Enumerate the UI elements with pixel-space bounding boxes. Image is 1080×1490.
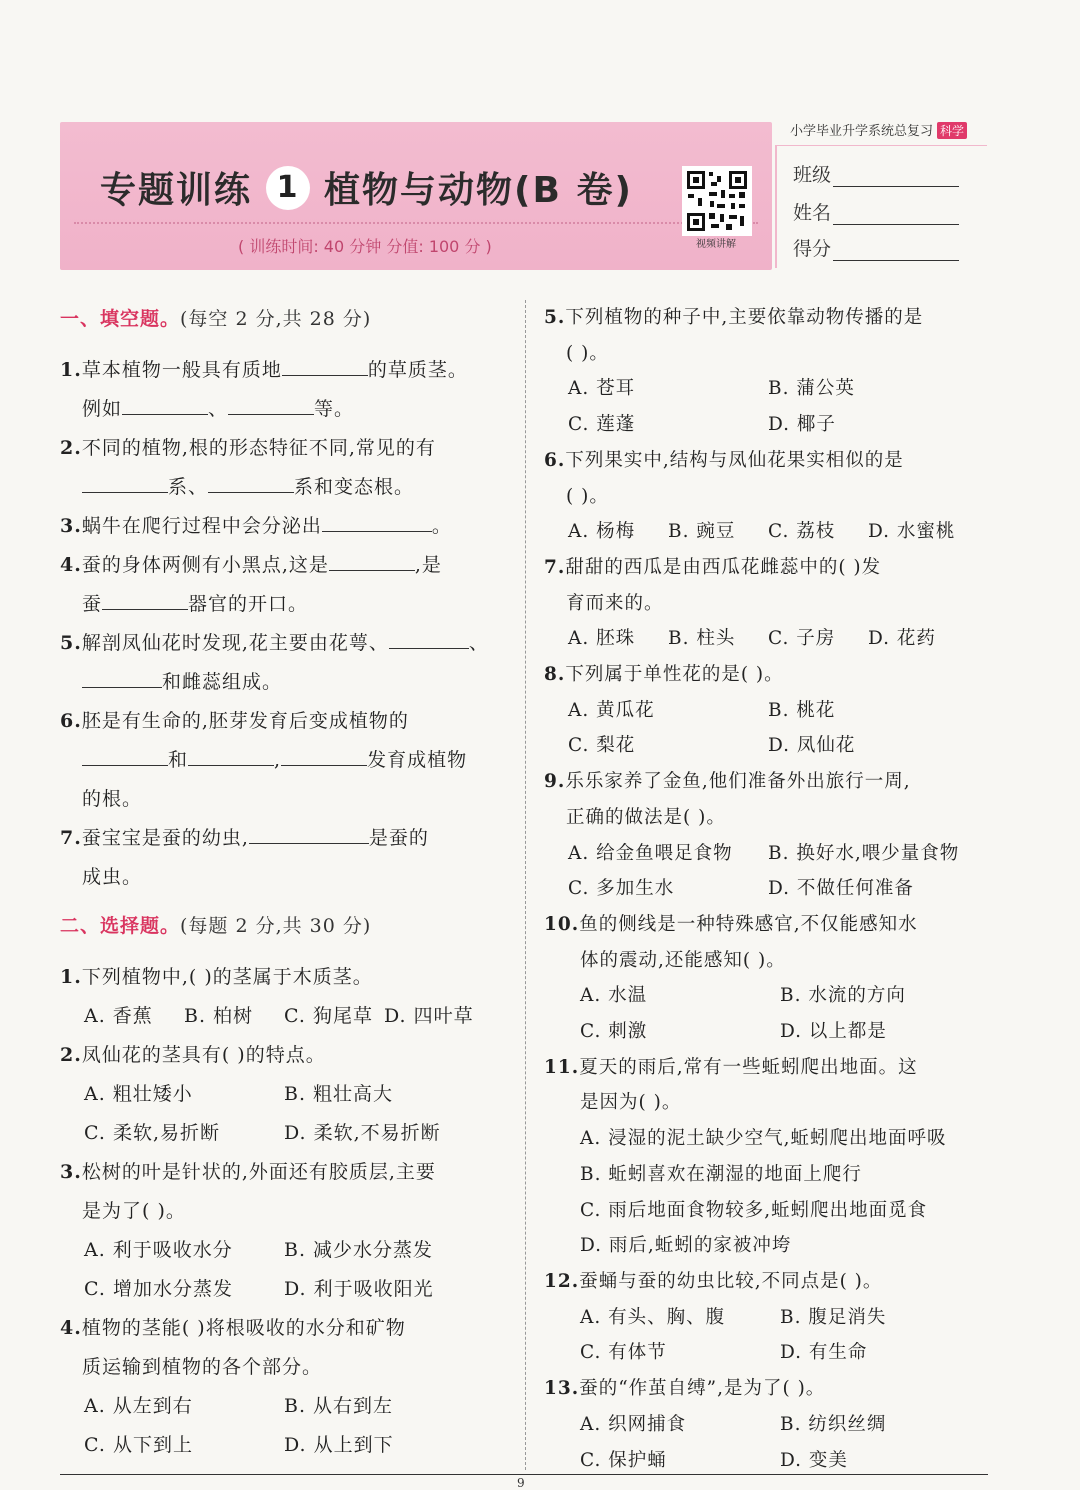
option-c[interactable]: C. 柔软,易折断 [84, 1122, 220, 1144]
fill-question-7 [60, 819, 510, 897]
option-a[interactable]: A. 织网捕食 [580, 1413, 687, 1435]
title-number: 1 [266, 166, 310, 210]
option-b[interactable]: B. 减少水分蒸发 [284, 1239, 434, 1261]
section-heading-fill [60, 300, 510, 339]
fill-question-3 [60, 507, 510, 546]
choice-question-13 [544, 1371, 990, 1478]
q-number: 3. [60, 515, 82, 537]
q-text: 不同的植物,根的形态特征不同,常见的有 [81, 437, 436, 459]
time-score-note: ( 训练时间: 40 分钟 分值: 100 分 ) [238, 237, 492, 256]
section-title: 二、选择题。 [60, 915, 181, 937]
class-field[interactable] [793, 160, 959, 187]
option-a[interactable]: A. 香蕉 [84, 1005, 153, 1027]
q-text: 正确的做法是( )。 [566, 806, 726, 828]
q-text: 解剖凤仙花时发现,花主要由花萼、 [81, 632, 389, 654]
answer-blank[interactable] [249, 819, 369, 844]
subject-tag: 科学 [937, 122, 967, 139]
option-d[interactable]: D. 有生命 [780, 1342, 868, 1364]
q-text: 、 [208, 398, 229, 420]
answer-blank[interactable] [188, 741, 274, 766]
score-field[interactable] [793, 234, 959, 261]
answer-blank[interactable] [389, 624, 469, 649]
fill-question-5 [60, 624, 510, 702]
option-d[interactable]: D. 花药 [868, 628, 936, 650]
option-a[interactable]: A. 利于吸收水分 [84, 1239, 233, 1261]
choice-question-4 [60, 1309, 510, 1465]
option-d[interactable]: D. 凤仙花 [768, 735, 856, 757]
answer-blank[interactable] [208, 468, 294, 493]
q-text: 下列植物中,( )的茎属于木质茎。 [81, 966, 373, 988]
title-main: 植物与动物(B 卷) [324, 170, 633, 211]
answer-blank[interactable] [329, 546, 415, 571]
option-a[interactable]: A. 水温 [580, 985, 648, 1007]
q-text: 系和变态根。 [294, 476, 415, 498]
q-text: 乐乐家养了金鱼,他们准备外出旅行一周, [565, 771, 911, 793]
section-note: (每题 2 分,共 30 分) [180, 915, 372, 937]
option-b[interactable]: B. 水流的方向 [780, 985, 906, 1007]
answer-blank[interactable] [82, 663, 162, 688]
series-name: 小学毕业升学系统总复习 [790, 124, 934, 139]
option-a[interactable]: A. 杨梅 [568, 521, 636, 543]
q-number: 6. [60, 710, 82, 732]
option-b[interactable]: B. 柱头 [668, 628, 736, 650]
q-text: 和 [168, 749, 189, 771]
q-text: ( )。 [566, 485, 609, 507]
name-label: 姓名 [793, 202, 832, 224]
choice-question-7 [544, 550, 990, 657]
q-text: 胚是有生命的,胚芽发育后变成植物的 [81, 710, 409, 732]
fill-question-1 [60, 351, 510, 429]
q-number: 7. [544, 556, 566, 578]
q-text: 质运输到植物的各个部分。 [82, 1356, 323, 1378]
q-text: 植物的茎能( )将根吸收的水分和矿物 [81, 1317, 406, 1339]
option-d[interactable]: D. 柔软,不易折断 [284, 1122, 441, 1144]
q-text: 甜甜的西瓜是由西瓜花雌蕊中的( )发 [565, 556, 882, 578]
answer-blank[interactable] [82, 468, 168, 493]
q-number: 2. [60, 1044, 82, 1066]
qr-code-icon[interactable] [682, 166, 752, 236]
score-label: 得分 [793, 238, 832, 260]
option-d[interactable]: D. 从上到下 [284, 1434, 394, 1456]
choice-question-6 [544, 443, 990, 550]
option-a[interactable]: A. 给金鱼喂足食物 [568, 842, 733, 864]
right-column [544, 300, 990, 1478]
qr-label: 视频讲解 [696, 239, 736, 250]
q-number: 5. [60, 632, 82, 654]
q-text: 体的震动,还能感知( )。 [580, 949, 786, 971]
option-c[interactable]: C. 刺激 [580, 1021, 648, 1043]
option-b[interactable]: B. 粗壮高大 [284, 1083, 394, 1105]
q-text: 发育成植物 [367, 749, 468, 771]
book-series [790, 120, 967, 139]
q-number: 3. [60, 1161, 82, 1183]
answer-blank[interactable] [282, 351, 368, 376]
title-prefix: 专题训练 [100, 170, 253, 211]
option-c[interactable]: C. 子房 [768, 628, 836, 650]
q-text: 鱼的侧线是一种特殊感官,不仅能感知水 [579, 913, 918, 935]
q-text: 。 [431, 515, 452, 537]
q-text: 夏天的雨后,常有一些蚯蚓爬出地面。这 [579, 1056, 918, 1078]
q-text: 蚕 [82, 593, 103, 615]
q-text: 下列属于单性花的是( )。 [565, 664, 784, 686]
option-c[interactable]: C. 狗尾草 [284, 1005, 373, 1027]
q-text: 系、 [168, 476, 209, 498]
option-d[interactable]: D. 四叶草 [384, 1005, 474, 1027]
choice-question-8 [544, 657, 990, 764]
option-a[interactable]: A. 粗壮矮小 [84, 1083, 193, 1105]
option-b[interactable]: B. 换好水,喂少量食物 [768, 842, 960, 864]
q-text: 蜗牛在爬行过程中会分泌出 [81, 515, 322, 537]
q-number: 5. [544, 307, 566, 328]
q-number: 1. [60, 966, 82, 988]
option-c[interactable]: C. 保护蛹 [580, 1449, 667, 1471]
option-a[interactable]: A. 浸湿的泥土缺少空气,蚯蚓爬出地面呼吸 [580, 1128, 947, 1150]
q-text: 蚕的“作茧自缚”,是为了( )。 [579, 1378, 826, 1400]
section-heading-choice [60, 907, 510, 946]
option-b[interactable]: B. 豌豆 [668, 521, 736, 543]
choice-question-2 [60, 1036, 510, 1153]
option-c[interactable]: C. 荔枝 [768, 521, 836, 543]
option-c[interactable]: C. 有体节 [580, 1342, 667, 1364]
q-number: 1. [60, 359, 82, 381]
option-a[interactable]: A. 黄瓜花 [568, 699, 655, 721]
q-text: 育而来的。 [566, 592, 664, 614]
q-text: 例如 [82, 398, 123, 420]
score-blank[interactable] [833, 242, 959, 261]
q-text: 和雌蕊组成。 [162, 671, 283, 693]
class-label: 班级 [793, 164, 832, 186]
answer-blank[interactable] [228, 390, 314, 415]
q-number: 10. [544, 913, 580, 935]
option-b[interactable]: B. 从右到左 [284, 1395, 394, 1417]
q-text: 是为了( )。 [82, 1200, 186, 1222]
choice-question-11 [544, 1050, 990, 1264]
class-blank[interactable] [833, 168, 959, 187]
section-note: (每空 2 分,共 28 分) [180, 308, 372, 330]
q-number: 11. [544, 1056, 580, 1078]
q-text: 蚕宝宝是蚕的幼虫, [81, 827, 249, 849]
q-text: 下列植物的种子中,主要依靠动物传播的是 [565, 307, 924, 328]
q-text: 是因为( )。 [580, 1092, 682, 1114]
option-d[interactable]: D. 以上都是 [780, 1021, 887, 1043]
fill-question-2 [60, 429, 510, 507]
q-number: 4. [60, 554, 82, 576]
q-text: 的根。 [82, 788, 143, 810]
q-text: , [274, 749, 282, 771]
answer-blank[interactable] [322, 507, 432, 532]
column-divider [525, 300, 526, 1470]
page-title [100, 162, 633, 213]
q-number: 4. [60, 1317, 82, 1339]
choice-question-3 [60, 1153, 510, 1309]
footer-rule [60, 1474, 988, 1475]
q-text: 蚕的身体两侧有小黑点,这是 [81, 554, 329, 576]
option-b[interactable]: B. 桃花 [768, 699, 836, 721]
answer-blank[interactable] [281, 741, 367, 766]
answer-blank[interactable] [102, 585, 188, 610]
q-text: 凤仙花的茎具有( )的特点。 [81, 1044, 326, 1066]
q-text: 等。 [314, 398, 355, 420]
q-number: 9. [544, 771, 566, 793]
answer-blank[interactable] [82, 741, 168, 766]
option-c[interactable]: C. 增加水分蒸发 [84, 1278, 233, 1300]
choice-question-1 [60, 958, 510, 1036]
page-number: 9 [517, 1476, 525, 1490]
fill-question-4 [60, 546, 510, 624]
left-column [60, 300, 510, 1465]
title-banner [60, 122, 772, 270]
banner-divider [74, 222, 758, 224]
q-text: 蚕蛹与蚕的幼虫比较,不同点是( )。 [579, 1270, 883, 1292]
choice-question-5 [544, 300, 990, 443]
q-number: 13. [544, 1378, 580, 1400]
q-text: 、 [468, 632, 489, 654]
student-info-box [775, 145, 987, 268]
option-b[interactable]: B. 蚯蚓喜欢在潮湿的地面上爬行 [580, 1163, 862, 1185]
option-d[interactable]: D. 水蜜桃 [868, 521, 956, 543]
q-text: ( )。 [566, 342, 609, 364]
q-number: 2. [60, 437, 82, 459]
name-field[interactable] [793, 198, 959, 225]
option-a[interactable]: A. 苍耳 [568, 378, 636, 400]
option-d[interactable]: D. 变美 [780, 1449, 848, 1471]
fill-question-6 [60, 702, 510, 819]
q-number: 7. [60, 827, 82, 849]
option-a[interactable]: A. 从左到右 [84, 1395, 193, 1417]
q-text: 是蚕的 [368, 827, 429, 849]
option-b[interactable]: B. 纺织丝绸 [780, 1413, 887, 1435]
answer-blank[interactable] [122, 390, 208, 415]
option-a[interactable]: A. 胚珠 [568, 628, 636, 650]
option-c[interactable]: C. 多加生水 [568, 878, 675, 900]
option-b[interactable]: B. 柏树 [184, 1005, 254, 1027]
option-b[interactable]: B. 蒲公英 [768, 378, 855, 400]
q-text: 松树的叶是针状的,外面还有胶质层,主要 [81, 1161, 436, 1183]
q-number: 8. [544, 664, 566, 686]
choice-question-10 [544, 907, 990, 1050]
option-d[interactable]: D. 不做任何准备 [768, 878, 914, 900]
q-text: 器官的开口。 [188, 593, 309, 615]
q-text: 下列果实中,结构与凤仙花果实相似的是 [565, 449, 904, 471]
q-text: ,是 [414, 554, 442, 576]
option-d[interactable]: D. 椰子 [768, 414, 836, 436]
option-c[interactable]: C. 雨后地面食物较多,蚯蚓爬出地面觅食 [580, 1199, 928, 1221]
q-text: 草本植物一般具有质地 [81, 359, 282, 381]
name-blank[interactable] [833, 206, 959, 225]
section-title: 一、填空题。 [60, 308, 181, 330]
q-text: 的草质茎。 [367, 359, 468, 381]
option-c[interactable]: C. 莲蓬 [568, 414, 636, 436]
choice-question-9 [544, 764, 990, 907]
option-c[interactable]: C. 从下到上 [84, 1434, 193, 1456]
option-c[interactable]: C. 梨花 [568, 735, 636, 757]
q-number: 12. [544, 1270, 580, 1292]
q-number: 6. [544, 449, 566, 471]
option-d[interactable]: D. 利于吸收阳光 [284, 1278, 434, 1300]
choice-question-12 [544, 1264, 990, 1371]
option-d[interactable]: D. 雨后,蚯蚓的家被冲垮 [580, 1235, 792, 1257]
option-a[interactable]: A. 有头、胸、腹 [580, 1306, 726, 1328]
option-b[interactable]: B. 腹足消失 [780, 1306, 887, 1328]
q-text: 成虫。 [82, 866, 143, 888]
